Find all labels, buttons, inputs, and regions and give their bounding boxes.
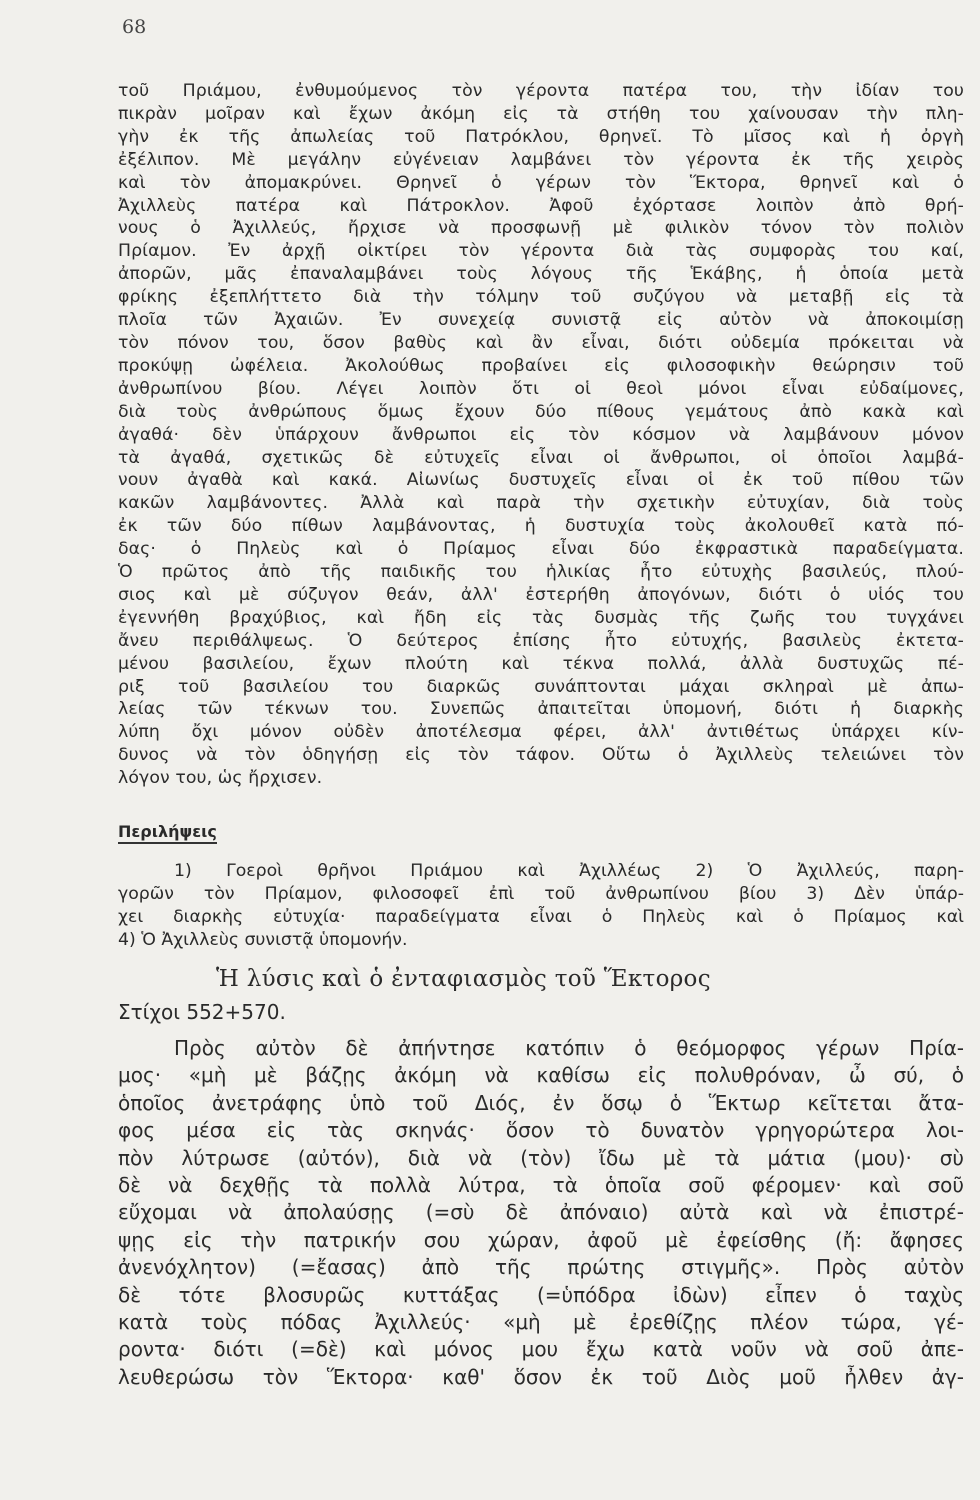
text-line: προκύψῃ ὠφέλεια. Ἀκολούθως προβαίνει εἰς φιλοσοφικὴν θεώρησιν τοῦ [118,355,964,376]
text-line: ἐξέλιπον. Μὲ μεγάλην εὐγένειαν λαμβάνει τὸν γέροντα ἐκ τῆς χειρὸς [118,149,964,170]
text-line: σιος καὶ μὲ σύζυγον θεάν, ἀλλ' ἐστερήθη ἀπογόνων, διότι ὁ υἱός του [118,584,964,605]
text-line: διὰ τοὺς ἀνθρώπους ὅμως ἔχουν δύο πίθους γεμάτους ἀπὸ κακὰ καὶ [118,401,964,422]
translation-line: λευθερώσω τὸν Ἕκτορα· καθ' ὅσον ἐκ τοῦ Διὸς μοῦ ἦλθεν ἀγ- [118,1364,964,1389]
translation-line: ἀνενόχλητον) (=ἔασας) ἀπὸ τῆς πρώτης στιγμῆς». Πρὸς αὐτὸν [118,1255,964,1280]
text-line: πικρὰν μοῖραν καὶ ἔχων ἀκόμη εἰς τὰ στήθη του χαίνουσαν τὴν πλη- [118,103,964,124]
text-line: μένου βασιλείου, ἔχων πλούτη καὶ τέκνα πολλά, ἀλλὰ δυστυχῶς πέ- [118,653,964,674]
text-line: ἄνευ περιθάλψεως. Ὁ δεύτερος ἐπίσης ἦτο εὐτυχής, βασιλεὺς ἐκτετα- [118,630,964,651]
text-line: γὴν ἐκ τῆς ἀπωλείας τοῦ Πατρόκλου, θρηνεῖ. Τὸ μῖσος καὶ ἡ ὀργὴ [118,126,964,147]
text-line: καὶ τὸν ἀπομακρύνει. Θρηνεῖ ὁ γέρων τὸν Ἕκτορα, θρηνεῖ καὶ ὁ [118,172,964,193]
text-line: ριξ τοῦ βασιλείου του διαρκῶς συνάπτονται μάχαι σκληραὶ μὲ ἀπω- [118,676,964,697]
body-text [118,80,964,790]
text-line: ἐγεννήθη βραχύβιος, καὶ ἤδη εἰς τὰς δυσμὰς τῆς ζωῆς του τυγχάνει [118,607,964,628]
translation-text [118,1035,964,1391]
translation-line: Πρὸς αὐτὸν δὲ ἀπήντησε κατόπιν ὁ θεόμορφος γέρων Πρία- [174,1036,964,1060]
summary-line: γορῶν τὸν Πρίαμον, φιλοσοφεῖ ἐπὶ τοῦ ἀνθρωπίνου βίου 3) Δὲν ὑπάρ- [118,883,964,904]
text-line: λύπη ὄχι μόνον οὐδὲν ἀποτέλεσμα φέρει, ἀλλ' ἀντιθέτως ὑπάρχει κίν- [118,722,964,743]
translation-line: κατὰ τοὺς πόδας Ἀχιλλεύς· «μὴ μὲ ἐρεθίζῃς πλέον τώρα, γέ- [118,1310,964,1335]
translation-line: εὔχομαι νὰ ἀπολαύσῃς (=σὺ δὲ ἀπόναιο) αὐτὰ καὶ νὰ ἐπιστρέ- [118,1200,964,1225]
text-line: ἀγαθά· δὲν ὑπάρχουν ἄνθρωποι εἰς τὸν κόσμον νὰ λαμβάνουν μόνον [118,424,964,445]
translation-line: δὲ τότε βλοσυρῶς κυττάξας (=ὑπόδρα ἰδὼν) εἶπεν ὁ ταχὺς [118,1282,964,1307]
translation-line: ὁποῖος ἀνετράφης ὑπὸ τοῦ Διός, ἐν ὅσῳ ὁ Ἕκτωρ κεῖτεται ἄτα- [118,1090,964,1115]
text-line: τὸν πόνον του, ὅσον βαθὺς καὶ ἂν εἶναι, διότι οὐδεμία πρόκειται νὰ [118,332,964,353]
translation-line: δὲ νὰ δεχθῇς τὰ πολλὰ λύτρα, τὰ ὁποῖα σοῦ φέρομεν· καὶ σοῦ [118,1173,964,1198]
summary-line: 1) Γοεροὶ θρῆνοι Πριάμου καὶ Ἀχιλλέως 2) Ὁ Ἀχιλλεύς, παρη- [174,861,964,881]
translation-line: ροντα· διότι (=δὲ) καὶ μόνος μου ἔχω κατὰ νοῦν νὰ σοῦ ἀπε- [118,1337,964,1362]
text-line: ἀπορῶν, μᾶς ἐπαναλαμβάνει τοὺς λόγους τῆς Ἑκάβης, ἡ ὁποία μετὰ [118,264,964,285]
text-line: ἀνθρωπίνου βίου. Λέγει λοιπὸν ὅτι οἱ θεοὶ μόνοι εἶναι εὐδαίμονες, [118,378,964,399]
summary-line: χει διαρκὴς εὐτυχία· παραδείγματα εἶναι ὁ Πηλεὺς καὶ ὁ Πρίαμος καὶ [118,906,964,927]
text-line: λόγον του, ὡς ἤρχισεν. [118,768,323,789]
text-line: νους ὁ Ἀχιλλεύς, ἤρχισε νὰ προσφωνῇ μὲ φιλικὸν τόνον τὸν πολιὸν [118,218,964,239]
text-line: δυνος νὰ τὸν ὁδηγήσῃ εἰς τὸν τάφον. Οὕτω ὁ Ἀχιλλεὺς τελειώνει τὸν [118,745,964,766]
text-line: πλοῖα τῶν Ἀχαιῶν. Ἐν συνεχείᾳ συνιστᾷ εἰς αὐτὸν νὰ ἀποκοιμίσῃ [118,310,964,331]
text-line: ἐκ τῶν δύο πίθων λαμβάνοντας, ἡ δυστυχία τοὺς ἀκολουθεῖ κατὰ πό- [118,516,964,537]
text-line: κακῶν λαμβάνοντες. Ἀλλὰ καὶ παρὰ τὴν σχετικὴν εὐτυχίαν, διὰ τοὺς [118,493,964,514]
chapter-heading: Ἡ λύσις καὶ ὁ ἐνταφιασμὸς τοῦ Ἕκτορος [216,966,711,992]
translation-line: ψῃς εἰς τὴν πατρικήν σου χώραν, ἀφοῦ μὲ ἐφείσθης (ἤ: ἄφησες [118,1227,964,1252]
summary-line: 4) Ὁ Ἀχιλλεὺς συνιστᾷ ὑπομονήν. [118,929,408,950]
summary-text [118,860,964,952]
text-line: φρίκης ἐξεπλήττετο διὰ τὴν τόλμην τοῦ συζύγου νὰ μεταβῇ εἰς τὰ [118,287,964,308]
text-line: δας· ὁ Πηλεὺς καὶ ὁ Πρίαμος εἶναι δύο ἐκφραστικὰ παραδείγματα. [118,539,964,560]
text-line: τὰ ἀγαθά, σχετικῶς δὲ εὐτυχεῖς εἶναι οἱ ἄνθρωποι, οἱ ὁποῖοι λαμβά- [118,447,964,468]
summary-heading: Περιλήψεις [118,822,217,844]
text-line: Ἀχιλλεὺς πατέρα καὶ Πάτροκλον. Ἀφοῦ ἐχόρτασε λοιπὸν ἀπὸ θρή- [118,195,964,216]
translation-line: φος μέσα εἰς τὰς σκηνάς· ὅσον τὸ δυνατὸν γρηγορώτερα λοι- [118,1118,964,1143]
text-line: τοῦ Πριάμου, ἐνθυμούμενος τὸν γέροντα πατέρα του, τὴν ἰδίαν του [118,81,964,101]
page-number: 68 [122,16,147,38]
text-line: Ὁ πρῶτος ἀπὸ τῆς παιδικῆς του ἡλικίας ἦτο εὐτυχὴς βασιλεύς, πλού- [118,562,964,583]
text-line: Πρίαμον. Ἐν ἀρχῇ οἰκτίρει τὸν γέροντα διὰ τὰς συμφορὰς του καί, [118,241,964,262]
translation-line: πὸν λύτρωσε (αὐτόν), διὰ νὰ (τὸν) ἴδω μὲ τὰ μάτια (μου)· σὺ [118,1145,964,1170]
text-line: νουν ἀγαθὰ καὶ κακά. Αἰωνίως δυστυχεῖς εἶναι οἱ ἐκ τοῦ πίθου τῶν [118,470,964,491]
text-line: λείας τῶν τέκνων του. Συνεπῶς ἀπαιτεῖται ὑπομονή, διότι ἡ διαρκὴς [118,699,964,720]
translation-line: μος· «μὴ μὲ βάζῃς ἀκόμη νὰ καθίσω εἰς πολυθρόναν, ὦ σύ, ὁ [118,1063,964,1088]
verses-label: Στίχοι 552+570. [118,1000,286,1024]
